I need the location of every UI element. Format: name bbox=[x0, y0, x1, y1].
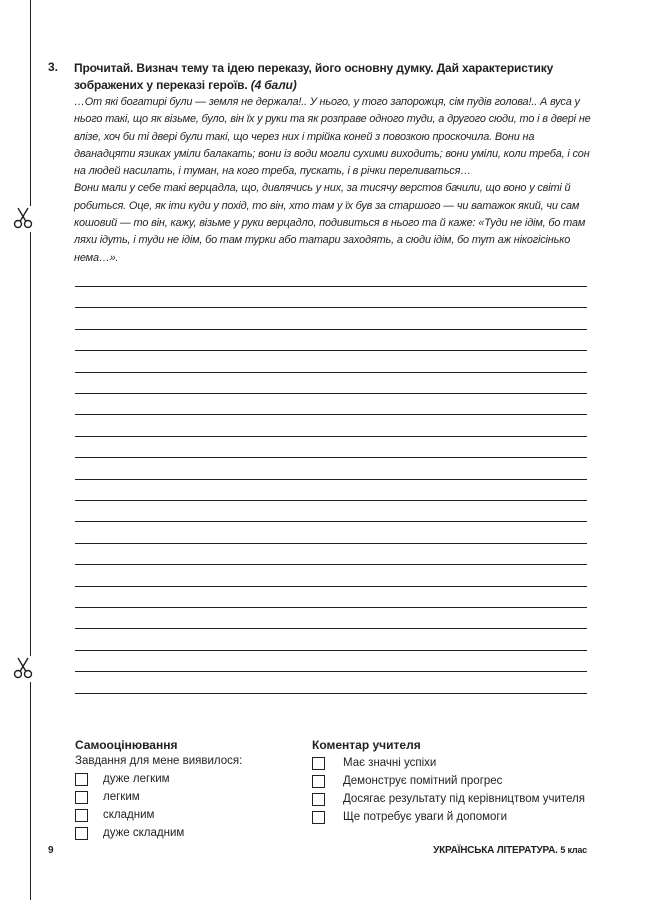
self-assessment-title: Самооцінювання bbox=[75, 738, 178, 752]
checkbox[interactable] bbox=[312, 793, 325, 806]
writing-line[interactable] bbox=[75, 414, 587, 415]
footer-book-title bbox=[433, 845, 587, 856]
teacher-option[interactable] bbox=[312, 808, 602, 826]
scissors-icon bbox=[10, 206, 36, 232]
writing-line[interactable] bbox=[75, 479, 587, 480]
task-title-main: Прочитай. Визнач тему та ідею переказу, його основну думку. Дай характеристику зображених у переказі героїв. bbox=[74, 61, 554, 92]
option-label: Має значні успіхи bbox=[343, 757, 437, 769]
book-title: УКРАЇНСЬКА ЛІТЕРАТУРА. bbox=[433, 845, 558, 856]
checkbox[interactable] bbox=[75, 809, 88, 822]
passage-paragraph: Вони мали у себе такі верцадла, що, дивлячись у них, за тисячу верстов бачили, що воно у світі й робиться. Оце, як іти куди у похід, то він, хто там у їх був за старшого — чи ватажок який, чи сам кошовий — то він, кажу, візьме у руки верцадло, подивиться в нього та й каже: «Туди не ідім, бо там ляхи ідуть, і туди не ідім, бо там турки або татари заходять, а сюди ідім, бо тут аж нікогісінько нема…». bbox=[74, 182, 586, 264]
writing-line[interactable] bbox=[75, 564, 587, 565]
writing-line[interactable] bbox=[75, 372, 587, 373]
self-assessment bbox=[75, 737, 305, 842]
writing-line[interactable] bbox=[75, 500, 587, 501]
writing-line[interactable] bbox=[75, 607, 587, 608]
option-label: легким bbox=[103, 791, 140, 803]
writing-line[interactable] bbox=[75, 393, 587, 394]
task-title bbox=[74, 60, 593, 94]
writing-line[interactable] bbox=[75, 693, 587, 694]
option-label: Ще потребує уваги й допомоги bbox=[343, 811, 508, 823]
writing-line[interactable] bbox=[75, 628, 587, 629]
writing-line[interactable] bbox=[75, 307, 587, 308]
self-option[interactable] bbox=[75, 824, 305, 842]
task-number: 3. bbox=[48, 60, 59, 74]
writing-line[interactable] bbox=[75, 586, 587, 587]
checkbox[interactable] bbox=[312, 757, 325, 770]
writing-line[interactable] bbox=[75, 286, 587, 287]
passage-paragraph: …От які богатирі були — земля не держала!.. У нього, у того запорожця, сім пудів голова!.. А вуса у нього такі, що як візьме, було, він їх у руки та як розправе одного туди, а другого сюди, то і в двері не влізе, хоч би ті двері були такі, що через них і трійка коней з повозкою проскочила. Вони на дванадцяти язиках уміли балакать; вони із води могли сухими виходить; вони уміли, коли треба, і сон на людей насилать, і туман, на кого треба, пускать, і в річки переливаться… bbox=[74, 96, 591, 178]
self-option[interactable] bbox=[75, 806, 305, 824]
teacher-comment bbox=[312, 737, 602, 826]
cut-line bbox=[30, 0, 31, 900]
writing-line[interactable] bbox=[75, 543, 587, 544]
checkbox[interactable] bbox=[312, 775, 325, 788]
checkbox[interactable] bbox=[75, 827, 88, 840]
passage bbox=[74, 94, 593, 267]
checkbox[interactable] bbox=[75, 773, 88, 786]
scissors-icon bbox=[10, 656, 36, 682]
option-label: Демонструє помітний прогрес bbox=[343, 775, 503, 787]
checkbox[interactable] bbox=[75, 791, 88, 804]
option-label: дуже складним bbox=[103, 827, 185, 839]
page-number: 9 bbox=[48, 845, 54, 856]
self-option[interactable] bbox=[75, 788, 305, 806]
writing-line[interactable] bbox=[75, 457, 587, 458]
option-label: складним bbox=[103, 809, 155, 821]
option-label: Досягає результату під керівництвом учителя bbox=[343, 793, 585, 805]
teacher-option[interactable] bbox=[312, 754, 602, 772]
task-points: (4 бали) bbox=[250, 78, 297, 92]
teacher-comment-title: Коментар учителя bbox=[312, 738, 421, 752]
option-label: дуже легким bbox=[103, 773, 170, 785]
writing-line[interactable] bbox=[75, 650, 587, 651]
task-block bbox=[48, 60, 593, 267]
writing-line[interactable] bbox=[75, 436, 587, 437]
teacher-option[interactable] bbox=[312, 772, 602, 790]
grade-label: 5 клас bbox=[560, 845, 587, 855]
self-option[interactable] bbox=[75, 770, 305, 788]
checkbox[interactable] bbox=[312, 811, 325, 824]
self-assessment-subtitle: Завдання для мене виявилося: bbox=[75, 755, 243, 767]
writing-line[interactable] bbox=[75, 329, 587, 330]
writing-line[interactable] bbox=[75, 350, 587, 351]
writing-line[interactable] bbox=[75, 671, 587, 672]
writing-line[interactable] bbox=[75, 521, 587, 522]
teacher-option[interactable] bbox=[312, 790, 602, 808]
